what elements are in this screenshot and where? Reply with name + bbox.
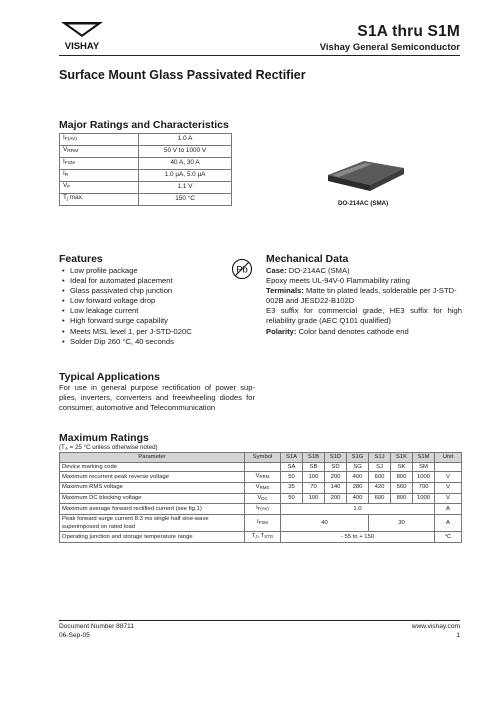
polarity-label: Polarity: (266, 326, 297, 336)
row-value: 1000 (413, 472, 435, 483)
column-header: S1M (413, 453, 435, 463)
row-value: 420 (369, 482, 391, 493)
symbol-letter: I (256, 505, 258, 512)
param-symbol: V (63, 145, 68, 153)
maximum-ratings-table (59, 452, 462, 543)
param-symbol: T (63, 193, 67, 201)
param-symbol: I (63, 157, 65, 165)
row-parameter: Device marking code (60, 462, 245, 472)
row-value-span: 1.0 (281, 504, 435, 515)
major-rating-param (60, 134, 139, 146)
table-row (60, 504, 462, 515)
row-value: 50 (281, 493, 303, 504)
row-value: 50 (281, 472, 303, 483)
case-line (266, 266, 462, 276)
row-value: 1000 (413, 493, 435, 504)
major-rating-param (60, 181, 139, 193)
symbol-subscript: J (255, 534, 258, 540)
feature-item: • Ideal for automated placement (59, 276, 192, 286)
row-unit: V (435, 493, 462, 504)
applications-heading: Typical Applications (59, 371, 160, 383)
param-subscript: F (67, 185, 71, 191)
table-row (60, 514, 462, 531)
row-value: SK (391, 462, 413, 472)
maximum-ratings-heading: Maximum Ratings (59, 432, 149, 444)
row-unit: °C (435, 532, 462, 543)
symbol-letter: V (257, 494, 262, 501)
symbol-letter: I (257, 519, 259, 526)
row-parameter: Maximum recurrent peak reverse voltage (60, 472, 245, 483)
lead-free-symbol-text: Pb (236, 264, 248, 276)
table-header-row (60, 453, 462, 463)
product-title: S1A thru S1M (357, 23, 460, 40)
row-value: 140 (325, 482, 347, 493)
epoxy-line: Epoxy meets UL-94V-0 Flammability rating (266, 276, 410, 286)
column-header: S1K (391, 453, 413, 463)
major-rating-param (60, 193, 139, 205)
polarity-line (266, 327, 462, 337)
row-value: 560 (391, 482, 413, 493)
column-header: S1D (325, 453, 347, 463)
row-value: SG (347, 462, 369, 472)
row-symbol (245, 462, 281, 472)
major-rating-value: 40 A, 30 A (139, 157, 232, 169)
page-number: 1 (456, 632, 460, 639)
cond-sub: A (64, 446, 68, 452)
symbol-subscript: RMS (259, 484, 270, 490)
mechanical-data-heading: Mechanical Data (266, 253, 349, 265)
document-number: Document Number 88711 (59, 623, 135, 630)
row-value: 400 (347, 472, 369, 483)
row-unit: A (435, 514, 462, 531)
logo-text: VISHAY (64, 41, 100, 51)
major-rating-row (60, 193, 232, 205)
row-parameter: Peak forward surge current 8.3 ms single half sine-wave superimposed on rated load (60, 514, 245, 531)
lead-free-icon (231, 258, 253, 280)
symbol-subscript: F(AV) (257, 506, 269, 512)
symbol-letter: V (255, 483, 260, 490)
feature-item: • Low forward voltage drop (59, 296, 192, 306)
mechanical-data-body (266, 266, 462, 337)
footer-divider (59, 620, 460, 621)
vishay-logo (59, 21, 105, 51)
column-header: S1A (281, 453, 303, 463)
column-header: Symbol (245, 453, 281, 463)
row-value: 700 (413, 482, 435, 493)
row-value: 35 (281, 482, 303, 493)
case-value: DO-214AC (SMA) (286, 266, 350, 275)
param-subscript: RRM (67, 149, 79, 155)
param-suffix: max. (67, 193, 84, 201)
major-ratings-heading: Major Ratings and Characteristics (59, 119, 229, 131)
table-row (60, 482, 462, 493)
row-unit (435, 462, 462, 472)
row-parameter: Maximum DC blocking voltage (60, 493, 245, 504)
company-name: Vishay General Semiconductor (319, 42, 460, 53)
column-header: S1J (369, 453, 391, 463)
column-header: S1B (303, 453, 325, 463)
row-value: SD (325, 462, 347, 472)
case-label: Case: (266, 266, 287, 275)
major-rating-param (60, 157, 139, 169)
website-link[interactable]: www.vishay.com (411, 623, 460, 630)
param-subscript: j (66, 197, 68, 203)
cond-pre: (T (59, 444, 65, 451)
feature-item: • Low leakage current (59, 306, 192, 316)
feature-item: • High forward surge capability (59, 316, 192, 326)
table-row (60, 472, 462, 483)
terminals-label: Terminals: (266, 286, 304, 296)
row-value: 200 (325, 472, 347, 483)
header-divider (59, 55, 460, 56)
document-date: 06-Sep-05 (59, 632, 90, 639)
terminals-line (266, 286, 462, 306)
column-header: S1G (347, 453, 369, 463)
column-header: Parameter (60, 453, 245, 463)
feature-item: • Meets MSL level 1, per J-STD-020C (59, 327, 192, 337)
major-rating-row (60, 169, 232, 181)
row-value: 100 (303, 493, 325, 504)
major-rating-row (60, 181, 232, 193)
row-value: 400 (347, 493, 369, 504)
row-symbol (245, 493, 281, 504)
symbol-letter: V (255, 473, 260, 480)
row-value: 600 (369, 493, 391, 504)
cond-post: = 25 °C unless otherwise noted) (67, 444, 158, 451)
major-rating-row (60, 134, 232, 146)
row-value-span: - 55 to + 150 (281, 532, 435, 543)
feature-item: • Solder Dip 260 °C, 40 seconds (59, 337, 192, 347)
major-rating-row (60, 145, 232, 157)
row-value-span: 40 (281, 514, 369, 531)
table-row (60, 462, 462, 472)
column-header: Unit (435, 453, 462, 463)
major-ratings-table (59, 133, 232, 206)
row-parameter: Maximum RMS voltage (60, 482, 245, 493)
package-image (324, 153, 408, 193)
ratings-condition (59, 444, 158, 451)
major-rating-value: 50 V to 1000 V (139, 145, 232, 157)
features-list (59, 266, 192, 347)
row-value: SA (281, 462, 303, 472)
table-row (60, 532, 462, 543)
row-value: SJ (369, 462, 391, 472)
feature-item: • Glass passivated chip junction (59, 286, 192, 296)
suffix-line: E3 suffix for commercial grade, HE3 suffix for high reliability grade (AEC Q101 qualified) (266, 306, 462, 326)
row-value: 800 (391, 493, 413, 504)
symbol-separator: , T (257, 533, 265, 540)
symbol-subscript: RRM (259, 474, 270, 480)
row-value: 70 (303, 482, 325, 493)
row-value: 280 (347, 482, 369, 493)
symbol-letter: T (251, 533, 256, 540)
row-unit: V (435, 482, 462, 493)
major-rating-value: 1.0 µA, 5.0 µA (139, 169, 232, 181)
features-heading: Features (59, 253, 103, 265)
row-symbol (245, 472, 281, 483)
param-symbol: I (63, 169, 65, 177)
row-parameter: Maximum average forward rectified current (see fig.1) (60, 504, 245, 515)
row-value-span: 30 (369, 514, 435, 531)
terminals-value: Matte tin plated leads, solderable per J-STD-002B and JESD22-B102D (266, 286, 457, 306)
row-symbol (245, 532, 281, 543)
row-unit: V (435, 472, 462, 483)
symbol-subscript-2: STG (264, 534, 274, 540)
major-rating-value: 1.0 A (139, 134, 232, 146)
table-row (60, 493, 462, 504)
row-value: SM (413, 462, 435, 472)
feature-item: • Low profile package (59, 266, 192, 276)
major-rating-param (60, 169, 139, 181)
param-symbol: I (63, 134, 65, 141)
major-rating-param (60, 145, 139, 157)
row-symbol (245, 514, 281, 531)
param-subscript: FSM (64, 161, 75, 167)
row-value: 100 (303, 472, 325, 483)
param-subscript: F(AV) (64, 137, 77, 143)
symbol-subscript: FSM (258, 520, 268, 526)
applications-text: For use in general purpose rectification of power sup-plies, inverters, converters and freewheeling diodes for consumer, automotive and Telecommunication (59, 383, 255, 413)
document-title: Surface Mount Glass Passivated Rectifier (59, 68, 306, 82)
row-symbol (245, 482, 281, 493)
row-value: 800 (391, 472, 413, 483)
row-parameter: Operating junction and storage temperature range (60, 532, 245, 543)
row-value: 200 (325, 493, 347, 504)
row-value: SB (303, 462, 325, 472)
param-symbol: V (63, 181, 68, 189)
row-symbol (245, 504, 281, 515)
major-rating-value: 1.1 V (139, 181, 232, 193)
row-value: 600 (369, 472, 391, 483)
symbol-subscript: DC (261, 495, 268, 501)
param-subscript: R (64, 173, 69, 179)
polarity-value: Color band denotes cathode end (296, 326, 409, 336)
major-rating-value: 150 °C (139, 193, 232, 205)
package-label: DO-214AC (SMA) (338, 200, 389, 207)
major-rating-row (60, 157, 232, 169)
row-unit: A (435, 504, 462, 515)
